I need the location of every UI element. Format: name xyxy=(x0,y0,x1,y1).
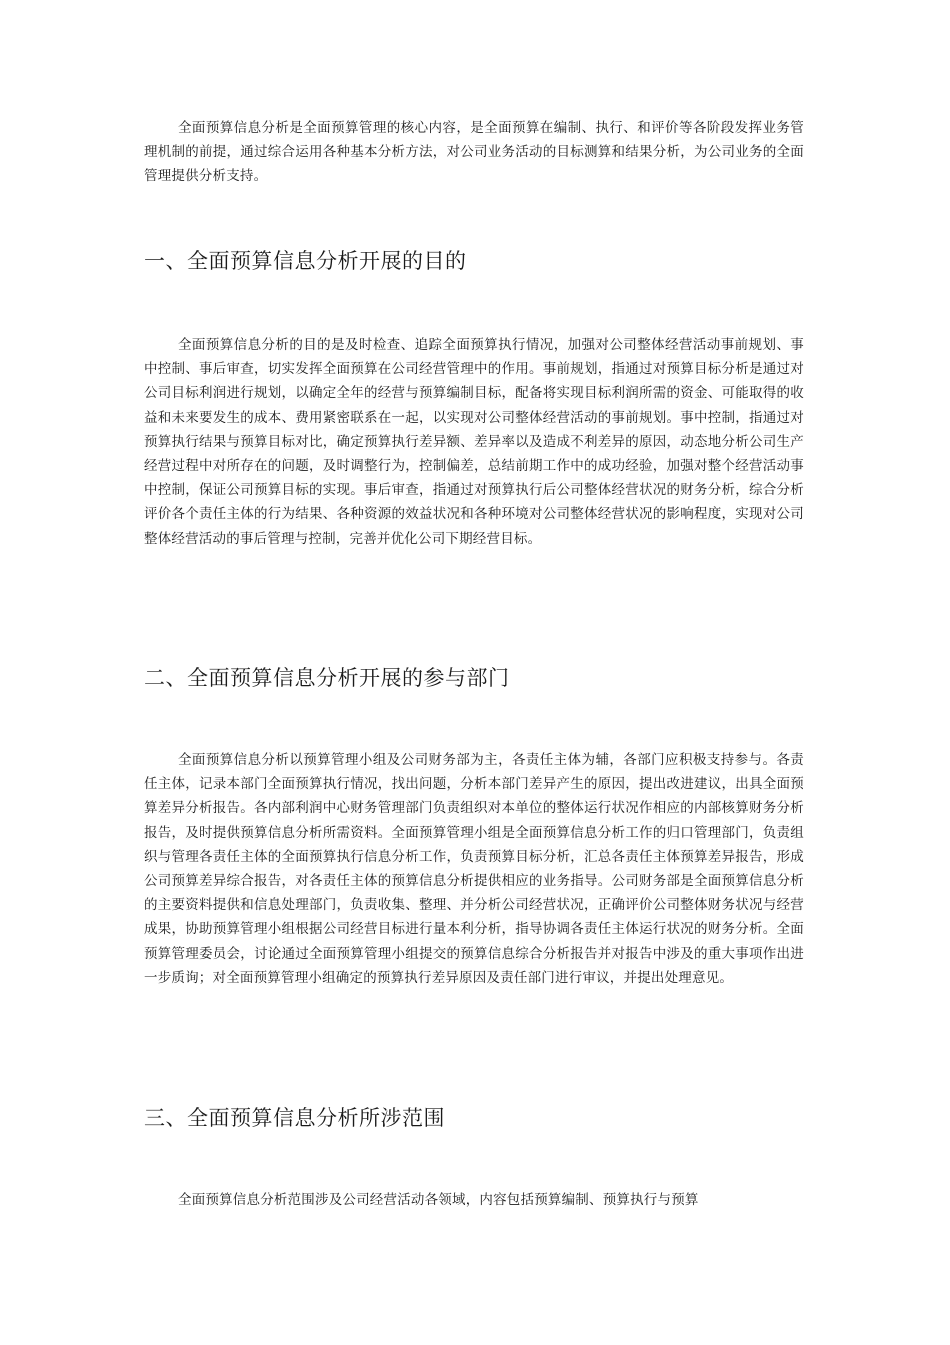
intro-paragraph: 全面预算信息分析是全面预算管理的核心内容，是全面预算在编制、执行、和评价等各阶段发挥业务管理机制的前提，通过综合运用各种基本分析方法，对公司业务活动的目标测算和结果分析，为公司业务的全面管理提供分析支持。 xyxy=(144,120,804,185)
section-2-heading: 二、全面预算信息分析开展的参与部门 xyxy=(144,666,510,690)
section-1-paragraph: 全面预算信息分析的目的是及时检查、追踪全面预算执行情况，加强对公司整体经营活动事前规划、事中控制、事后审查，切实发挥全面预算在公司经营管理中的作用。事前规划，指通过对预算目标分析是通过对公司目标利润进行规划，以确定全年的经营与预算编制目标，配备将实现目标利润所需的资金、可能取得的收益和未来要发生的成本、费用紧密联系在一起，以实现对公司整体经营活动的事前规划。事中控制，指通过对预算执行结果与预算目标对比，确定预算执行差异额、差异率以及造成不利差异的原因，动态地分析公司生产经营过程中对所存在的问题，及时调整行为，控制偏差，总结前期工作中的成功经验，加强对整个经营活动事中控制，保证公司预算目标的实现。事后审查，指通过对预算执行后公司整体经营状况的财务分析，综合分析评价各个责任主体的行为结果、各种资源的效益状况和各种环境对公司整体经营状况的影响程度，实现对公司整体经营活动的事后管理与控制，完善并优化公司下期经营目标。 xyxy=(144,337,804,547)
section-2-paragraph: 全面预算信息分析以预算管理小组及公司财务部为主，各责任主体为辅，各部门应积极支持参与。各责任主体，记录本部门全面预算执行情况，找出问题，分析本部门差异产生的原因，提出改进建议，出具全面预算差异分析报告。各内部利润中心财务管理部门负责组织对本单位的整体运行状况作相应的内部核算财务分析报告，及时提供预算信息分析所需资料。全面预算管理小组是全面预算信息分析工作的归口管理部门，负责组织与管理各责任主体的全面预算执行信息分析工作，负责预算目标分析，汇总各责任主体预算差异报告，形成公司预算差异综合报告，对各责任主体的预算信息分析提供相应的业务指导。公司财务部是全面预算信息分析的主要资料提供和信息处理部门，负责收集、整理、并分析公司经营状况，正确评价公司整体财务状况与经营成果，协助预算管理小组根据公司经营目标进行量本利分析，指导协调各责任主体运行状况的财务分析。全面预算管理委员会，讨论通过全面预算管理小组提交的预算信息综合分析报告并对报告中涉及的重大事项作出进一步质询；对全面预算管理小组确定的预算执行差异原因及责任部门进行审议，并提出处理意见。 xyxy=(144,752,804,986)
section-3-paragraph: 全面预算信息分析范围涉及公司经营活动各领域，内容包括预算编制、预算执行与预算 xyxy=(178,1192,699,1208)
section-1-heading: 一、全面预算信息分析开展的目的 xyxy=(144,249,467,273)
section-3-heading: 三、全面预算信息分析所涉范围 xyxy=(144,1106,445,1130)
